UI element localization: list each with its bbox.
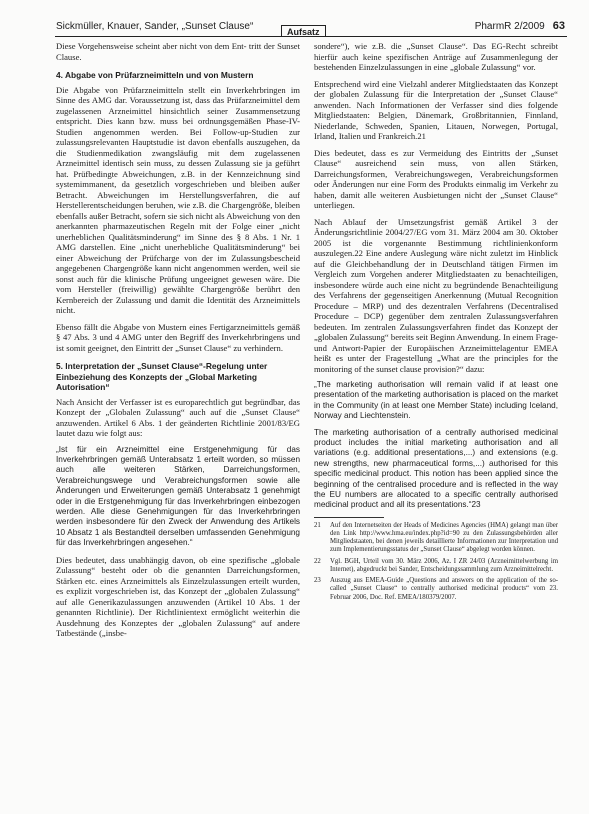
paragraph: Nach Ansicht der Verfasser ist es europarechtlich gut begründbar, das Konzept der „Globalen Zulassung“ auch auf die „Sunset Clause“ anzuwenden. Artikel 6 Abs. 1 der geänderten Richtlinie 2001/83/EG lautet dazu wie folgt aus: (56, 396, 300, 438)
footnote-text: Vgl. BGH, Urteil vom 30. März 2006, Az. I ZR 24/03 (Arzneimittelwerbung im Internet), abgedruckt bei Sander, Entscheidungssammlung zum Arzneimittelrecht. (330, 557, 558, 573)
footnote-number: 23 (314, 577, 321, 585)
paragraph: Nach Ablauf der Umsetzungsfrist gemäß Artikel 3 der Änderungsrichtlinie 2004/27/EG vom 31. März 2004 am 30. Oktober 2005 ist die vorgenannte Bestimmung richtlinienkonform auszulegen.22 Eine andere Auslegung wäre nicht zuletzt im Hinblick auf die Gleichbehandlung der in Deutschland tätigen Firmen im Vergleich zum Vorgehen anderer Mitgliedstaaten zu benachteiligen, insbesondere würde auch eine nicht zu begründende Benachteiligung des Verfahrens der gegenseitigen Anerkennung (Mutual Recognition Procedure – MRP) und des dezentralen Verfahrens (Decentralised Procedure – DCP) gegenüber dem zentralen Zulassungsverfahren bedeuten. Im zentralen Zulassungsverfahren findet das Konzept der „globalen Zulassung“ bereits seit Beginn Anwendung. In einem Frage- und Antwort-Papier der Europäischen Arzneimittelagentur EMEA heißt es unter der Fragestellung „What are the principles for the monitoring of the sunset clause provision?“ dazu: (314, 216, 558, 374)
section-heading-5: 5. Interpretation der „Sunset Clause“-Regelung unter Einbeziehung des Konzepts der „Global Marketing Autorisation“ (56, 361, 268, 392)
page-header (0, 0, 589, 38)
footnote-text: Auf den Internetseiten der Heads of Medicines Agencies (HMA) gelangt man über den Link http://www.hma.eu/index.php?id=90 zu den Zulassungsbehörden aller Mitgliedstaaten, bei denen jeweils detaillierte Informationen zur Interpretation und zum Implementierungsstatus der „Sunset Clause“ abgelegt worden können. (330, 521, 558, 554)
paragraph: Entsprechend wird eine Vielzahl anderer Mitgliedstaaten das Konzept der globalen Zulassung für die Interpretation der „Sunset Clause“ anwenden. Nach Informationen der Verfasser sind dies folgende Mitgliedstaaten: Belgien, Dänemark, Großbritannien, Finnland, Niederlande, Schweden, Spanien, Litauen, Norwegen, Portugal, Irland, Italien und Frankreich.21 (314, 78, 558, 141)
paragraph: Ebenso fällt die Abgabe von Mustern eines Fertigarzneimittels gemäß § 47 Abs. 3 und 4 AMG unter den Begriff des Inverkehrbringens und ist somit geeignet, den Eintritt der „Sunset Clause“ zu verhindern. (56, 321, 300, 353)
intro-paragraph: Diese Vorgehensweise scheint aber nicht von dem Ent- tritt der Sunset Clause. (56, 41, 300, 62)
journal-info (475, 20, 565, 32)
footnote-22 (314, 558, 558, 574)
paragraph: Die Abgabe von Prüfarzneimitteln stellt ein Inverkehrbringen im Sinne des AMG dar. Voraussetzung ist, dass das Prüfarzneimittel dem zugelassenen Arzneimittel hinsichtlich seiner Zusammensetzung entspricht. Dies kann bzw. muss bei ordnungsgemäßen Phase-IV-Studien angenommen werden. Bei Follow-up-Studien zur zulassungsrelevanten Hauptstudie ist davon ebenfalls auszugehen, da die Studienmedikation zwangsläufig mit dem zugelassenen Arzneimittel identisch sein muss, zu dessen Zulassung sie ja geführt hat. Prüfbedingte Abweichungen, z.B. in der Kennzeichnung sind systemimmanent, da gesetzlich vorgeschrieben und bleiben außer Betracht. Abweichungen im Herstellungsverfahren, die auf Herstellerentscheidungen beruhen, wie z.B. die Chargengröße, bleiben ebenfalls außer Betracht, sofern sie sich nicht als Abweichung von den anerkannten pharmazeutischen Regeln mit der Folge einer „nicht unerheblichen Qualitätsminderung“ im Sinne des § 8 Abs. 1 Nr. 1 AMG darstellen. Eine „nicht unerhebliche Qualitätsminderung“ bei einer Abweichung der Prüfcharge von der im Zulassungsbescheid angegebenen Chargengröße kann nicht angenommen werden, weil sie sonst auch für die klinische Prüfung ungeeignet gewesen wäre. Die vom Hersteller (freiwillig) gewählte Chargengröße berührt den Kernbereich der Zulassung und damit die Identität des Arzneimittels nicht. (56, 84, 300, 315)
right-column (314, 41, 558, 605)
emea-quote: „The marketing authorisation will remain valid if at least one presentation of the marketing authorisation is placed on the market in the Community (in at least one Member State) including Iceland, Norway and Liechtenstein. (314, 380, 558, 421)
directive-quote: „Ist für ein Arzneimittel eine Erstgenehmigung für das Inverkehrbringen gemäß Unterabsatz 1 erteilt worden, so müssen auch alle weiteren Stärken, Darreichungsformen, Verabreichungswege und Verabreichungsformen sowie alle Änderungen und Erweiterungen gemäß Unterabsatz 1 genehmigt oder in die Erstgenehmigung für das Inverkehrbringen einbezogen werden. Alle diese Genehmigungen für das Inverkehrbringen werden insbesondere für den Zweck der Anwendung des Artikels 10 Absatz 1 als Bestandteil derselben umfassenden Genehmigung für das Inverkehrbringen angesehen.“ (56, 444, 300, 548)
footnote-text: Auszug aus EMEA-Guide „Questions and answers on the application of the so-called „Sunset Clause“ to centrally authorised medicinal products“ vom 23. Februar 2006, Doc. Ref. EMEA/180379/2007. (330, 577, 558, 601)
footnote-number: 21 (314, 521, 321, 529)
paragraph: sondere“), wie z.B. die „Sunset Clause“. Das EG-Recht schreibt hierfür auch keine spezifischen Anträge auf Zusammenlegung der bestehenden Einzelzulassungen in eine „globale Zulassung“ vor. (314, 41, 558, 72)
section-heading-4: 4. Abgabe von Prüfarzneimitteln und von Mustern (56, 70, 254, 80)
footnote-23 (314, 577, 558, 602)
page-number: 63 (552, 20, 565, 32)
section-tab: Aufsatz (281, 25, 326, 37)
left-column (56, 41, 300, 645)
footnote-rule (314, 517, 384, 518)
journal-issue: PharmR 2/2009 (474, 21, 545, 32)
footnote-21 (314, 522, 558, 555)
header-rule (55, 36, 567, 37)
footnotes (314, 522, 558, 602)
paragraph: Dies bedeutet, dass es zur Vermeidung des Eintritts der „Sunset Clause“ ausreichend sein muss, von allen Stärken, Darreichungsformen, Verabreichungswegen, Verabreichungsformen oder Änderungen nur eine Form des Produkts einmalig im Verkehr zu haben, damit alle weiteren Ausbietungen nicht der „Sunset Clause“ unterliegen. (314, 147, 558, 210)
running-head-authors: Sickmüller, Knauer, Sander, „Sunset Clause“ (56, 21, 254, 32)
paragraph: Dies bedeutet, dass unabhängig davon, ob eine spezifische „globale Zulassung“ besteht oder ob die genannten Darreichungsformen, Stärken etc. eines Arzneimittels als Einzelzulassungen erteilt wurden, es explizit vorgeschrieben ist, das Konzept der „globalen Zulassung“ auf alle Generikazulassungen anzuwenden (Artikel 10 Abs. 1 der genannten Richtlinie). Der Richtlinientext ermöglicht weiterhin die Ausdehnung des Konzeptes der „globalen Zulassung“ auf andere Tatbestände („insbe- (56, 554, 300, 639)
footnote-number: 22 (314, 557, 321, 565)
emea-quote-continued: The marketing authorisation of a centrally authorised medicinal product includes the initial marketing authorisation and all variations (e.g. additional presentations,...) and extensions (e.g. new strengths, new pharmaceutical forms,...) authorised for this specific medicinal product. This notion has been applied since the beginning of the centralised procedure and is reflected in the way the EU numbers are allocated to a specific centrally authorised medicinal product and all its presentations.“23 (314, 427, 558, 510)
